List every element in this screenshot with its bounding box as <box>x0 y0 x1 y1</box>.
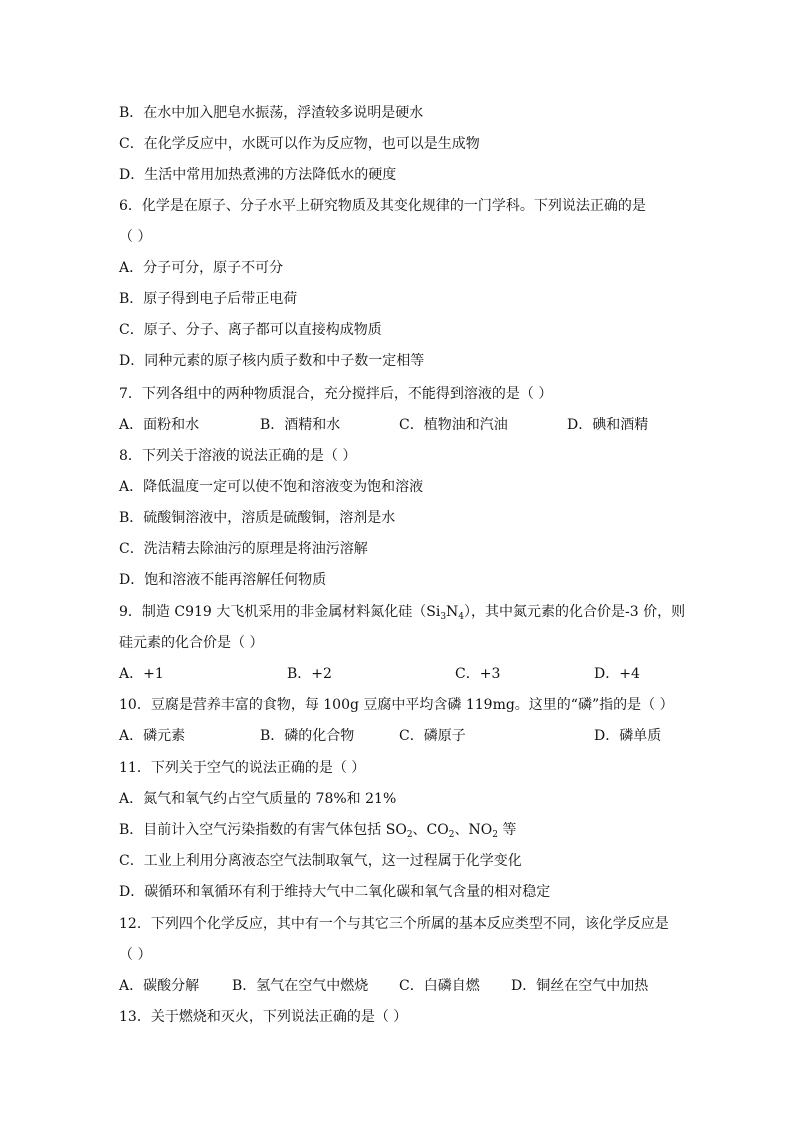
q11-stem: 11．下列关于空气的说法正确的是（ ） <box>119 760 366 776</box>
q13-stem: 13．关于燃烧和灭火，下列说法正确的是（ ） <box>119 1009 408 1025</box>
q9-subscript-1: 3 <box>440 612 447 622</box>
q9-stem-part1: 9．制造 C919 大飞机采用的非金属材料氮化硅（Si <box>119 604 441 620</box>
q10-option-b: B．磷的化合物 <box>260 728 355 744</box>
q9-option-a: A．+1 <box>119 666 164 682</box>
q10-option-d: D．磷单质 <box>594 728 662 744</box>
q11-option-b-part3: 、NO <box>454 822 493 838</box>
q9-option-c: C．+3 <box>455 666 501 682</box>
q11-option-b-part4: 等 <box>497 822 517 838</box>
q11-subscript-1: 2 <box>406 830 413 840</box>
q8-option-d: D．饱和溶液不能再溶解任何物质 <box>119 572 327 588</box>
q9-stem-part2: N <box>446 604 459 620</box>
q12-option-c: C．白磷自燃 <box>399 978 480 994</box>
q5-option-b: B．在水中加入肥皂水振荡，浮渣较多说明是硬水 <box>119 105 424 121</box>
q11-option-b-part1: B．目前计入空气污染指数的有害气体包括 SO <box>119 822 407 838</box>
q7-option-d: D．碘和酒精 <box>567 417 649 433</box>
q8-stem: 8．下列关于溶液的说法正确的是（ ） <box>119 448 357 464</box>
q10-option-a: A．磷元素 <box>119 728 186 744</box>
q9-stem-part3: ），其中氮元素的化合价是-3 价，则 <box>464 604 686 620</box>
q5-option-c: C．在化学反应中，水既可以作为反应物，也可以是生成物 <box>119 136 480 152</box>
q7-stem: 7．下列各组中的两种物质混合，充分搅拌后，不能得到溶液的是（ ） <box>119 386 553 402</box>
q9-stem-line2: 硅元素的化合价是（ ） <box>119 635 264 651</box>
q11-subscript-2: 2 <box>448 830 455 840</box>
q9-stem-line1 <box>119 603 685 621</box>
q7-option-b: B．酒精和水 <box>260 417 341 433</box>
q5-option-d: D．生活中常用加热煮沸的方法降低水的硬度 <box>119 167 397 183</box>
q9-option-b: B．+2 <box>287 666 332 682</box>
q6-option-c: C．原子、分子、离子都可以直接构成物质 <box>119 322 382 338</box>
q6-stem-line1: 6．化学是在原子、分子水平上研究物质及其变化规律的一门学科。下列说法正确的是 <box>119 198 646 214</box>
q11-subscript-3: 2 <box>492 830 498 840</box>
q11-option-c: C．工业上利用分离液态空气法制取氧气，这一过程属于化学变化 <box>119 853 522 869</box>
q11-option-b <box>119 821 516 839</box>
q6-stem-line2: （ ） <box>119 229 152 245</box>
q11-option-d: D．碳循环和氧循环有利于维持大气中二氧化碳和氧气含量的相对稳定 <box>119 884 551 900</box>
q6-option-b: B．原子得到电子后带正电荷 <box>119 291 298 307</box>
q8-option-c: C．洗洁精去除油污的原理是将油污溶解 <box>119 541 368 557</box>
q8-option-a: A．降低温度一定可以使不饱和溶液变为饱和溶液 <box>119 479 424 495</box>
q7-option-a: A．面粉和水 <box>119 417 200 433</box>
q9-subscript-2: 4 <box>458 612 465 622</box>
q7-option-c: C．植物油和汽油 <box>399 417 508 433</box>
q10-stem: 10．豆腐是营养丰富的食物，每 100g 豆腐中平均含磷 119mg。这里的“磷”指的是（ ） <box>119 697 674 713</box>
q12-option-a: A．碳酸分解 <box>119 978 200 994</box>
q11-option-a: A．氮气和氧气约占空气质量的 78%和 21% <box>119 791 397 807</box>
q11-option-b-part2: 、CO <box>412 822 449 838</box>
q10-option-c: C．磷原子 <box>399 728 466 744</box>
q6-option-a: A．分子可分，原子不可分 <box>119 260 284 276</box>
q6-option-d: D．同种元素的原子核内质子数和中子数一定相等 <box>119 353 425 369</box>
q12-stem-line2: （ ） <box>119 947 152 963</box>
q8-option-b: B．硫酸铜溶液中，溶质是硫酸铜，溶剂是水 <box>119 510 396 526</box>
q12-option-b: B．氢气在空气中燃烧 <box>232 978 369 994</box>
q9-option-d: D．+4 <box>594 666 640 682</box>
q12-stem-line1: 12．下列四个化学反应，其中有一个与其它三个所属的基本反应类型不同，该化学反应是 <box>119 916 669 932</box>
q12-option-d: D．铜丝在空气中加热 <box>511 978 649 994</box>
